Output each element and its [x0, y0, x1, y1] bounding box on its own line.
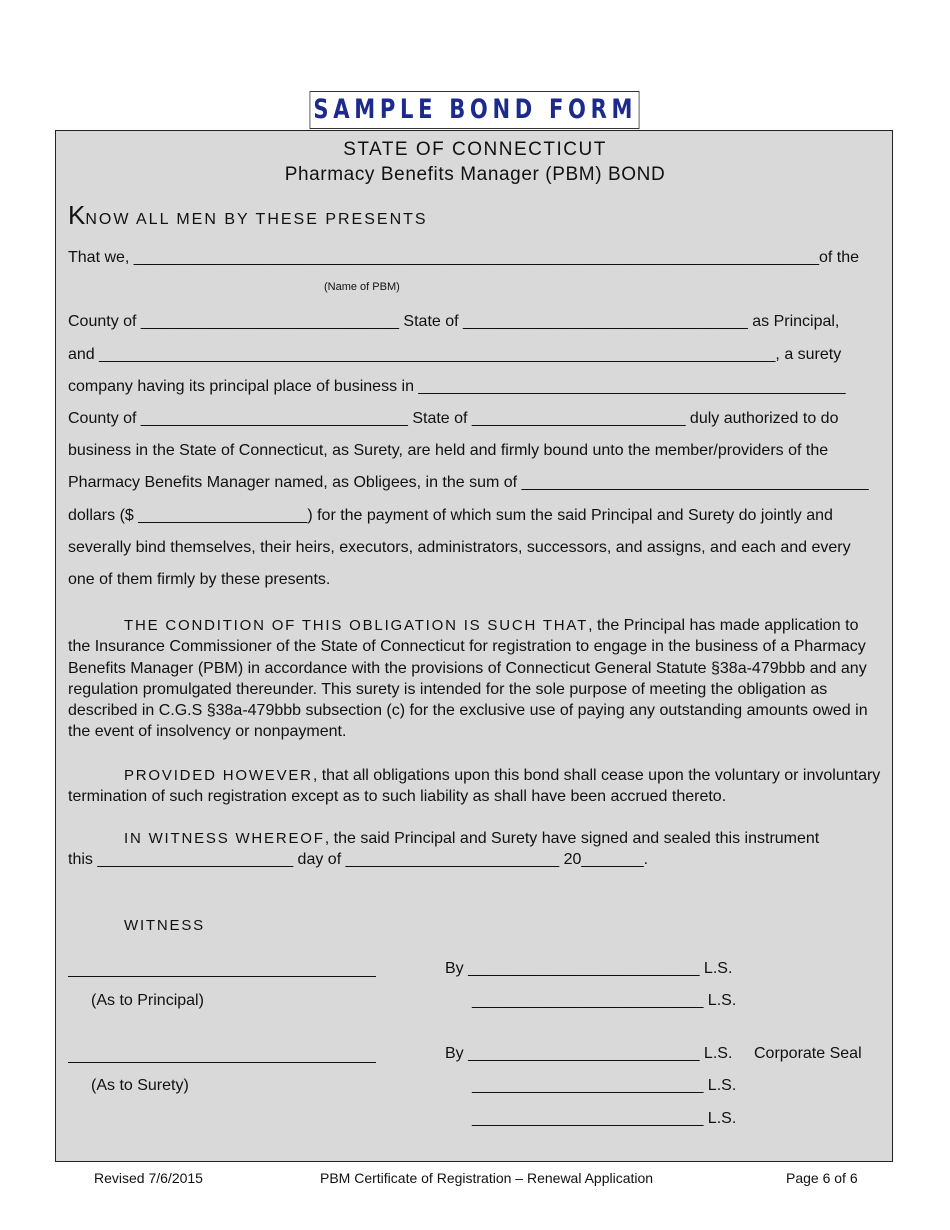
ls-line-2: __________________________ L.S.: [472, 1077, 737, 1094]
condition-text: , the Principal has made application to the Insurance Commissioner of the State of Connecticut for registration to engage in the business of a Pharmacy Benefits Manager (PBM) in accordance with the provisions of Connecticut General Statute §38a-479bbb and any regulation promulgated thereunder. This surety is intended for the sole purpose of meeting the obligation as described in C.G.S §38a-479bbb subsection (c) for the exclusive use of paying any outstanding amounts owed in the event of insolvency or nonpayment.: [68, 617, 868, 741]
date-line: this ______________________ day of ________________________ 20_______.: [68, 851, 649, 868]
surety-witness-signature-line: [68, 1062, 376, 1063]
county-of-line-2: County of ______________________________ State of ________________________ duly authorized to do: [68, 410, 839, 427]
footer-revised: Revised 7/6/2015: [94, 1170, 203, 1186]
condition-caps: THE CONDITION OF THIS OBLIGATION IS SUCH THAT: [124, 617, 589, 634]
document-title: SAMPLE BOND FORM: [310, 91, 640, 129]
footer-document-name: PBM Certificate of Registration – Renewal Application: [320, 1170, 654, 1186]
witness-whereof-line: [68, 829, 819, 849]
state-heading: STATE OF CONNECTICUT: [343, 139, 607, 160]
one-of-them-line: one of them firmly by these presents.: [68, 571, 331, 588]
as-to-surety-caption: (As to Surety): [91, 1077, 189, 1094]
severally-line: severally bind themselves, their heirs, executors, administrators, successors, and assigns, and each and every: [68, 539, 851, 556]
bond-name-heading: Pharmacy Benefits Manager (PBM) BOND: [284, 164, 666, 185]
footer-page-number: Page 6 of 6: [786, 1170, 858, 1186]
condition-paragraph: [68, 615, 883, 743]
witness-label: WITNESS: [124, 917, 205, 934]
business-line: business in the State of Connecticut, as Surety, are held and firmly bound unto the member/providers of the: [68, 442, 829, 459]
by-line-1: By __________________________ L.S.: [445, 960, 733, 977]
ls-line-3: __________________________ L.S.: [472, 1110, 737, 1127]
know-all-men-heading: [68, 200, 428, 230]
principal-witness-signature-line: [68, 976, 376, 977]
know-initial: K: [68, 200, 86, 230]
provided-text: , that all obligations upon this bond shall cease upon the voluntary or involuntary termination of such registration except as to such liability as shall have been accrued thereto.: [68, 767, 881, 806]
and-surety-line: and ____________________________________________________________________________, a surety: [68, 346, 842, 363]
dollars-line: dollars ($ ___________________) for the payment of which sum the said Principal and Surety do jointly and: [68, 507, 833, 524]
title-wrap: [0, 91, 950, 129]
witness-whereof-caps: IN WITNESS WHEREOF: [124, 830, 325, 847]
county-of-line: County of _____________________________ State of ________________________________ as Principal,: [68, 313, 840, 330]
name-of-pbm-caption: (Name of PBM): [324, 281, 400, 293]
ls-line-1: __________________________ L.S.: [472, 992, 737, 1009]
know-rest: NOW ALL MEN BY THESE PRESENTS: [85, 211, 428, 228]
company-line: company having its principal place of business in ________________________________________________: [68, 378, 846, 395]
that-we-line: That we, _____________________________________________________________________________of the: [68, 249, 860, 266]
witness-whereof-text: , the said Principal and Surety have signed and sealed this instrument: [324, 830, 820, 847]
pharmacy-line: Pharmacy Benefits Manager named, as Obligees, in the sum of _______________________________________: [68, 474, 869, 491]
by-line-2: By __________________________ L.S.: [445, 1045, 733, 1062]
corporate-seal-label: Corporate Seal: [754, 1045, 862, 1062]
bond-form-box: [55, 130, 893, 1162]
as-to-principal-caption: (As to Principal): [91, 992, 204, 1009]
provided-paragraph: [68, 765, 883, 808]
provided-caps: PROVIDED HOWEVER: [124, 767, 313, 784]
